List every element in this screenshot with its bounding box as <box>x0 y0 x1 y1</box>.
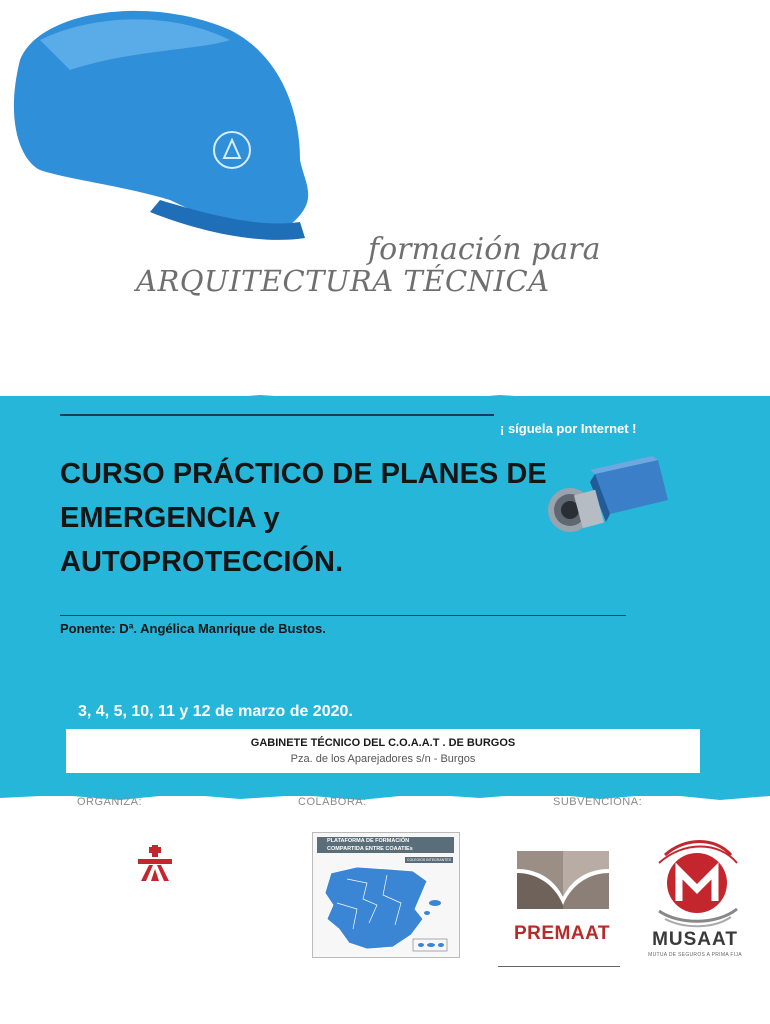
banner-top-edge <box>0 392 770 408</box>
platform-title-line: PLATAFORMA DE FORMACIÓN <box>327 838 410 844</box>
spain-map <box>317 859 455 955</box>
subvenciona-label: SUBVENCIONA: <box>553 796 643 808</box>
brand-line-2: ARQUITECTURA TÉCNICA <box>136 264 550 298</box>
title-top-rule <box>60 414 494 416</box>
musaat-logo <box>645 835 745 930</box>
speaker-rule <box>60 615 626 616</box>
platform-header <box>317 837 454 853</box>
platform-subtitle: COLEGIOS INTEGRANTES <box>406 858 452 862</box>
venue-address: Pza. de los Aparejadores s/n - Burgos <box>290 753 476 765</box>
helmet-image <box>0 0 330 250</box>
organiza-label: ORGANIZA: <box>77 796 143 808</box>
platform-map-card <box>312 832 460 958</box>
premaat-rule <box>498 966 620 967</box>
venue-box <box>66 729 700 773</box>
follow-online-text: ¡ síguela por Internet ! <box>500 421 637 436</box>
premaat-name: PREMAAT <box>513 923 611 944</box>
course-dates: 3, 4, 5, 10, 11 y 12 de marzo de 2020. <box>78 703 353 720</box>
course-title-line: CURSO PRÁCTICO DE PLANES DE <box>60 458 547 490</box>
colabora-label: COLABORA: <box>298 796 367 808</box>
musaat-name: MUSAAT <box>652 929 738 950</box>
course-title-line: AUTOPROTECCIÓN. <box>60 546 344 578</box>
platform-title-line: COMPARTIDA ENTRE COAATIEs <box>327 846 413 852</box>
speaker-text: Ponente: Dª. Angélica Manrique de Bustos. <box>60 621 326 636</box>
coaat-logo <box>135 845 175 883</box>
brand-line-1: formación para <box>368 232 601 267</box>
camera-image <box>540 452 670 537</box>
musaat-tagline: MUTUA DE SEGUROS A PRIMA FIJA <box>648 952 742 958</box>
venue-name: GABINETE TÉCNICO DEL C.O.A.A.T . DE BURGOS <box>250 737 516 749</box>
course-title <box>60 452 620 584</box>
course-title-line: EMERGENCIA y <box>60 502 280 534</box>
